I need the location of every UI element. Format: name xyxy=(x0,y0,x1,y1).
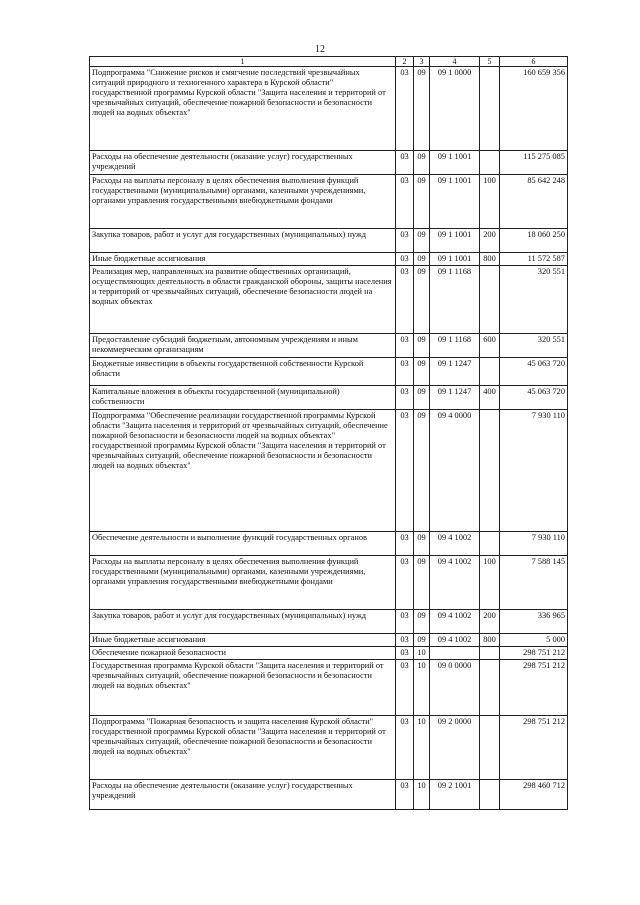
row-amount-cell: 298 460 712 xyxy=(500,780,568,810)
row-expense-type-cell xyxy=(480,151,500,175)
row-target-article-cell: 09 4 1002 xyxy=(430,634,480,647)
row-subsection-cell: 09 xyxy=(414,358,430,386)
row-amount-cell: 298 751 212 xyxy=(500,647,568,660)
column-header: 5 xyxy=(480,57,500,67)
row-target-article-cell: 09 4 1002 xyxy=(430,532,480,556)
table-row xyxy=(90,780,568,810)
row-subsection-cell: 09 xyxy=(414,151,430,175)
row-subsection-cell: 09 xyxy=(414,334,430,358)
row-expense-type-cell xyxy=(480,647,500,660)
row-name-cell: Закупка товаров, работ и услуг для государственных (муниципальных) нужд xyxy=(90,610,396,634)
row-section-cell: 03 xyxy=(396,229,414,253)
row-name-cell: Предоставление субсидий бюджетным, автономным учреждениям и иным некоммерческим организациям xyxy=(90,334,396,358)
table-row xyxy=(90,253,568,266)
row-name-cell: Обеспечение деятельности и выполнение функций государственных органов xyxy=(90,532,396,556)
row-expense-type-cell xyxy=(480,532,500,556)
row-expense-type-cell: 100 xyxy=(480,175,500,229)
row-amount-cell: 45 063 720 xyxy=(500,386,568,410)
row-expense-type-cell: 800 xyxy=(480,634,500,647)
row-expense-type-cell xyxy=(480,410,500,532)
row-section-cell: 03 xyxy=(396,660,414,716)
row-name-cell: Подпрограмма "Пожарная безопасность и защита населения Курской области" государственной программы Курской области "Защита населения и территорий от чрезвычайных ситуаций, обеспечение пожарной безопасности и безопасности людей на водных объектах" xyxy=(90,716,396,780)
table-row xyxy=(90,151,568,175)
row-amount-cell: 45 063 720 xyxy=(500,358,568,386)
table-row xyxy=(90,660,568,716)
row-name-cell: Расходы на выплаты персоналу в целях обеспечения выполнения функций государственными (муниципальными) органами, казенными учреждениями, органами управления государственными внебюджетными фондами xyxy=(90,175,396,229)
row-expense-type-cell xyxy=(480,67,500,151)
table-header-row xyxy=(90,57,568,67)
row-amount-cell: 320 551 xyxy=(500,334,568,358)
table-row xyxy=(90,175,568,229)
row-target-article-cell: 09 1 1001 xyxy=(430,151,480,175)
column-header: 3 xyxy=(414,57,430,67)
row-name-cell: Капитальные вложения в объекты государственной (муниципальной) собственности xyxy=(90,386,396,410)
column-header: 4 xyxy=(430,57,480,67)
row-amount-cell: 7 930 110 xyxy=(500,532,568,556)
page-number: 12 xyxy=(315,44,325,55)
row-name-cell: Бюджетные инвестиции в объекты государственной собственности Курской области xyxy=(90,358,396,386)
row-expense-type-cell xyxy=(480,266,500,334)
row-amount-cell: 298 751 212 xyxy=(500,660,568,716)
row-section-cell: 03 xyxy=(396,716,414,780)
row-section-cell: 03 xyxy=(396,151,414,175)
row-subsection-cell: 09 xyxy=(414,410,430,532)
row-subsection-cell: 09 xyxy=(414,253,430,266)
row-amount-cell: 336 965 xyxy=(500,610,568,634)
row-target-article-cell: 09 4 1002 xyxy=(430,556,480,610)
row-target-article-cell: 09 1 1001 xyxy=(430,253,480,266)
row-section-cell: 03 xyxy=(396,532,414,556)
row-section-cell: 03 xyxy=(396,410,414,532)
table-row xyxy=(90,610,568,634)
row-target-article-cell: 09 2 1001 xyxy=(430,780,480,810)
row-amount-cell: 320 551 xyxy=(500,266,568,334)
row-name-cell: Иные бюджетные ассигнования xyxy=(90,634,396,647)
row-section-cell: 03 xyxy=(396,266,414,334)
row-amount-cell: 18 060 250 xyxy=(500,229,568,253)
row-name-cell: Иные бюджетные ассигнования xyxy=(90,253,396,266)
column-header: 2 xyxy=(396,57,414,67)
row-name-cell: Закупка товаров, работ и услуг для государственных (муниципальных) нужд xyxy=(90,229,396,253)
row-name-cell: Государственная программа Курской области "Защита населения и территорий от чрезвычайных ситуаций, обеспечение пожарной безопасности и безопасности людей на водных объектах" xyxy=(90,660,396,716)
table-row xyxy=(90,229,568,253)
row-target-article-cell: 09 1 1247 xyxy=(430,386,480,410)
table-row xyxy=(90,334,568,358)
row-subsection-cell: 09 xyxy=(414,229,430,253)
row-subsection-cell: 09 xyxy=(414,556,430,610)
row-subsection-cell: 09 xyxy=(414,67,430,151)
row-subsection-cell: 09 xyxy=(414,634,430,647)
row-expense-type-cell: 400 xyxy=(480,386,500,410)
row-section-cell: 03 xyxy=(396,175,414,229)
row-subsection-cell: 09 xyxy=(414,386,430,410)
row-subsection-cell: 09 xyxy=(414,175,430,229)
row-section-cell: 03 xyxy=(396,610,414,634)
table-row xyxy=(90,532,568,556)
row-name-cell: Реализация мер, направленных на развитие общественных организаций, осуществляющих деятельность в области гражданской обороны, защиты населения и территорий от чрезвычайных ситуаций, обеспечение безопасности людей на водных объектах xyxy=(90,266,396,334)
row-amount-cell: 7 930 110 xyxy=(500,410,568,532)
row-amount-cell: 298 751 212 xyxy=(500,716,568,780)
row-amount-cell: 160 659 356 xyxy=(500,67,568,151)
column-header: 1 xyxy=(90,57,396,67)
table-row xyxy=(90,358,568,386)
budget-table xyxy=(89,56,568,810)
row-name-cell: Обеспечение пожарной безопасности xyxy=(90,647,396,660)
row-target-article-cell: 09 0 0000 xyxy=(430,660,480,716)
row-name-cell: Расходы на выплаты персоналу в целях обеспечения выполнения функций государственными (муниципальными) органами, казенными учреждениями, органами управления государственными внебюджетными фондами xyxy=(90,556,396,610)
row-amount-cell: 5 000 xyxy=(500,634,568,647)
row-target-article-cell: 09 1 1001 xyxy=(430,175,480,229)
row-target-article-cell: 09 2 0000 xyxy=(430,716,480,780)
row-name-cell: Подпрограмма "Обеспечение реализации государственной программы Курской области "Защита населения и территорий от чрезвычайных ситуаций, обеспечение пожарной безопасности и безопасности людей на водных объектах" государственной программы Курской области "Защита населения и территорий от чрезвычайных ситуаций, обеспечение пожарной безопасности и безопасности людей на водных объектах" xyxy=(90,410,396,532)
table-row xyxy=(90,647,568,660)
row-section-cell: 03 xyxy=(396,334,414,358)
row-amount-cell: 85 642 248 xyxy=(500,175,568,229)
row-target-article-cell: 09 1 1168 xyxy=(430,334,480,358)
table-row xyxy=(90,634,568,647)
table-row xyxy=(90,556,568,610)
row-expense-type-cell xyxy=(480,358,500,386)
row-subsection-cell: 10 xyxy=(414,780,430,810)
row-expense-type-cell: 200 xyxy=(480,229,500,253)
row-amount-cell: 7 588 145 xyxy=(500,556,568,610)
row-name-cell: Подпрограмма "Снижение рисков и смягчение последствий чрезвычайных ситуаций природного и техногенного характера в Курской области" государственной программы Курской области "Защита населения и территорий от чрезвычайных ситуаций, обеспечение пожарной безопасности и безопасности людей на водных объектах" xyxy=(90,67,396,151)
table-row xyxy=(90,67,568,151)
table-row xyxy=(90,410,568,532)
row-target-article-cell: 09 1 1168 xyxy=(430,266,480,334)
row-subsection-cell: 10 xyxy=(414,716,430,780)
row-expense-type-cell xyxy=(480,780,500,810)
row-amount-cell: 115 275 085 xyxy=(500,151,568,175)
row-subsection-cell: 09 xyxy=(414,610,430,634)
row-expense-type-cell: 600 xyxy=(480,334,500,358)
row-expense-type-cell: 200 xyxy=(480,610,500,634)
row-subsection-cell: 09 xyxy=(414,532,430,556)
row-subsection-cell: 10 xyxy=(414,660,430,716)
row-expense-type-cell xyxy=(480,716,500,780)
row-target-article-cell xyxy=(430,647,480,660)
row-section-cell: 03 xyxy=(396,647,414,660)
table-row xyxy=(90,716,568,780)
row-expense-type-cell: 100 xyxy=(480,556,500,610)
table-row xyxy=(90,386,568,410)
row-target-article-cell: 09 4 0000 xyxy=(430,410,480,532)
row-section-cell: 03 xyxy=(396,780,414,810)
row-expense-type-cell: 800 xyxy=(480,253,500,266)
row-amount-cell: 11 572 587 xyxy=(500,253,568,266)
row-target-article-cell: 09 1 1001 xyxy=(430,229,480,253)
row-section-cell: 03 xyxy=(396,253,414,266)
row-section-cell: 03 xyxy=(396,67,414,151)
row-target-article-cell: 09 4 1002 xyxy=(430,610,480,634)
row-name-cell: Расходы на обеспечение деятельности (оказание услуг) государственных учреждений xyxy=(90,780,396,810)
row-section-cell: 03 xyxy=(396,556,414,610)
row-section-cell: 03 xyxy=(396,358,414,386)
column-header: 6 xyxy=(500,57,568,67)
row-subsection-cell: 09 xyxy=(414,266,430,334)
row-name-cell: Расходы на обеспечение деятельности (оказание услуг) государственных учреждений xyxy=(90,151,396,175)
row-target-article-cell: 09 1 1247 xyxy=(430,358,480,386)
row-expense-type-cell xyxy=(480,660,500,716)
row-section-cell: 03 xyxy=(396,634,414,647)
row-section-cell: 03 xyxy=(396,386,414,410)
row-subsection-cell: 10 xyxy=(414,647,430,660)
table-row xyxy=(90,266,568,334)
row-target-article-cell: 09 1 0000 xyxy=(430,67,480,151)
